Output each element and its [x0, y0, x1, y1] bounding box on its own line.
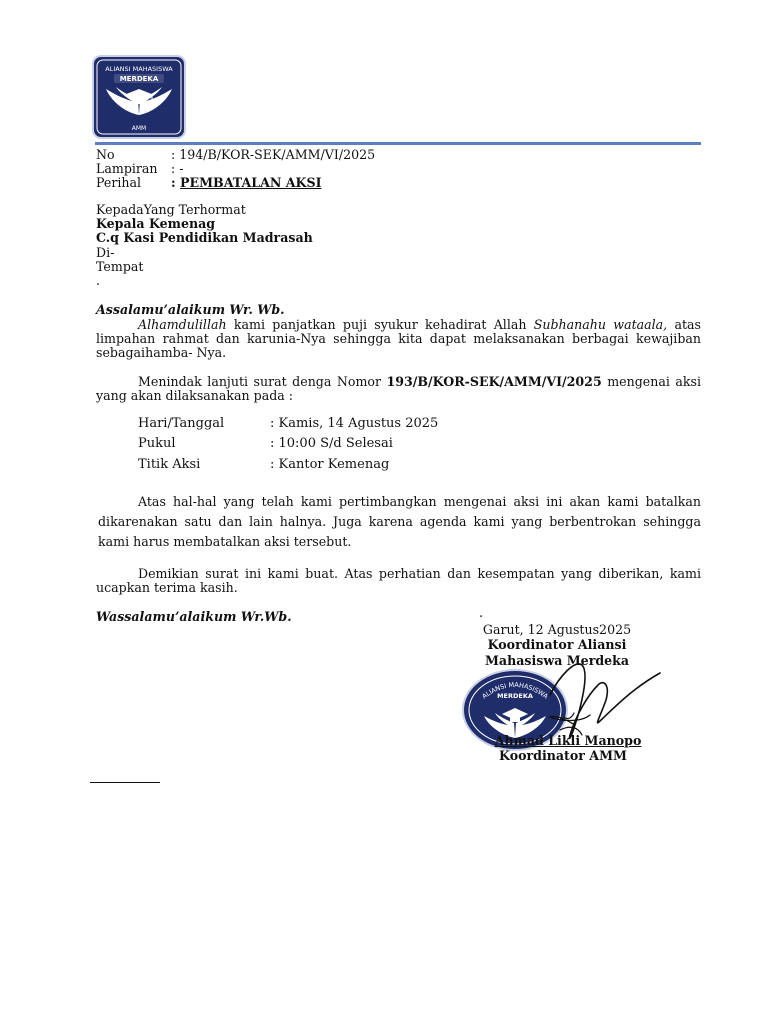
detail-label: Hari/Tanggal	[138, 416, 225, 431]
logo-text-top: ALIANSI MAHASISWA	[105, 65, 173, 73]
p2-bold: 193/B/KOR-SEK/AMM/VI/2025	[386, 374, 602, 389]
recipient-dot: .	[96, 273, 101, 288]
recipient-cq: C.q Kasi Pendidikan Madrasah	[96, 230, 313, 245]
organization-logo	[92, 55, 186, 139]
detail-row	[138, 437, 538, 452]
subject-colon: :	[171, 175, 181, 190]
detail-row	[138, 417, 538, 432]
recipient-place: Tempat	[96, 259, 144, 274]
p2-text2: mengenai aksi yang akan dilaksanakan pada :	[96, 374, 701, 403]
footnote-rule	[90, 782, 160, 783]
detail-label: Pukul	[138, 436, 176, 451]
signature-title1: Koordinator Aliansi	[487, 637, 627, 652]
recipient-greeting: KepadaYang Terhormat	[96, 202, 246, 217]
p1-italic1: Alhamdulillah	[138, 317, 227, 332]
number-value: : 194/B/KOR-SEK/AMM/VI/2025	[171, 147, 376, 162]
stamp-text-mid: MERDEKA	[497, 692, 533, 700]
paragraph-closing: Demikian surat ini kami buat. Atas perhatian dan kesempatan yang diberikan, kami ucapkan terima kasih.	[96, 566, 701, 595]
signature-dot: .	[479, 605, 484, 620]
closing-salam: Wassalamu’alaikum Wr.Wb.	[96, 609, 292, 624]
logo-text-bottom: AMM	[131, 125, 147, 132]
detail-label: Titik Aksi	[138, 457, 201, 472]
p1-italic2: Subhanahu wataala,	[533, 317, 668, 332]
detail-value: : Kantor Kemenag	[270, 457, 390, 472]
number-label: No	[96, 147, 115, 162]
logo-text-mid: MERDEKA	[119, 75, 159, 83]
p1-text1: kami panjatkan puji syukur kehadirat Allah	[226, 317, 534, 332]
detail-value: : 10:00 S/d Selesai	[270, 436, 393, 451]
attachment-row	[96, 162, 596, 176]
p1-text2: atas limpahan rahmat dan karunia-Nya sehingga kita dapat melaksanakan berbagai kewajiban sebagaihamba- Nya.	[96, 317, 702, 360]
number-row	[96, 148, 596, 162]
detail-value: : Kamis, 14 Agustus 2025	[270, 416, 439, 431]
recipient-di: Di-	[96, 245, 115, 260]
recipient-name: Kepala Kemenag	[96, 216, 216, 231]
attachment-value: : -	[171, 161, 184, 176]
signatory-position: Koordinator AMM	[499, 748, 627, 763]
paragraph-gratitude	[96, 318, 701, 360]
stamp-text-top: ALIANSI MAHASISWA	[480, 680, 550, 701]
subject-row	[96, 176, 596, 190]
attachment-label: Lampiran	[96, 161, 158, 176]
header-rule	[95, 142, 701, 145]
signature-title2: Mahasiswa Merdeka	[484, 653, 630, 668]
paragraph-reference	[96, 375, 701, 403]
subject-label: Perihal	[96, 175, 142, 190]
subject-value: PEMBATALAN AKSI	[180, 175, 322, 190]
p2-text1: Menindak lanjuti surat denga Nomor	[138, 374, 387, 389]
paragraph-cancellation: Atas hal-hal yang telah kami pertimbangkan mengenai aksi ini akan kami batalkan dikarenakan satu dan lain halnya. Juga karena agenda kami yang berbentrokan sehingga kami harus membatalkan aksi tersebut.	[98, 494, 701, 549]
signature-place-date: Garut, 12 Agustus2025	[482, 622, 632, 637]
opening-salam: Assalamu’alaikum Wr. Wb.	[96, 302, 285, 317]
signatory-name: Ahmad Likli Manopo	[494, 733, 642, 748]
subject-value-wrap	[171, 176, 321, 190]
detail-row	[138, 458, 538, 473]
